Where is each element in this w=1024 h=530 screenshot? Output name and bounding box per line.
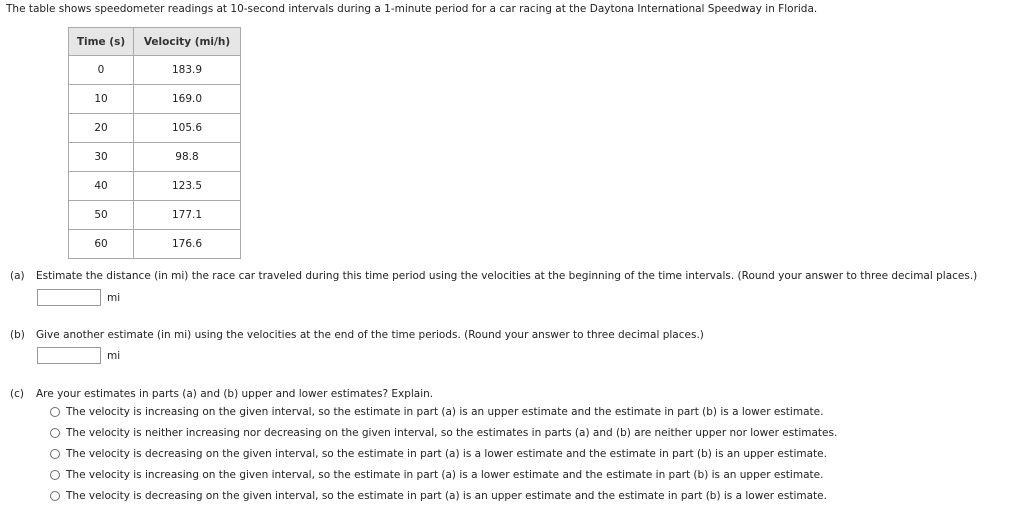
radio-button[interactable] — [50, 449, 60, 459]
radio-button[interactable] — [50, 407, 60, 417]
option-text: The velocity is increasing on the given interval, so the estimate in part (a) is an upper estimate and the estimate in part (b) is a lower estimate. — [66, 406, 824, 418]
velocity-cell: 123.5 — [134, 172, 241, 201]
part-a-answer-input[interactable] — [37, 289, 101, 306]
table-row — [69, 172, 241, 201]
part-c-option-5[interactable] — [50, 490, 827, 502]
time-cell: 10 — [69, 85, 134, 114]
part-c-question-text: Are your estimates in parts (a) and (b) upper and lower estimates? Explain. — [36, 388, 434, 400]
table-row — [69, 143, 241, 172]
velocity-column-header: Velocity (mi/h) — [134, 28, 241, 56]
time-cell: 30 — [69, 143, 134, 172]
part-c-label: (c) — [10, 388, 24, 400]
option-text: The velocity is decreasing on the given interval, so the estimate in part (a) is a lower estimate and the estimate in part (b) is an upper estimate. — [66, 448, 827, 460]
part-c-option-3[interactable] — [50, 448, 827, 460]
radio-button[interactable] — [50, 491, 60, 501]
part-a-question-text: Estimate the distance (in mi) the race car traveled during this time period using the velocities at the beginning of the time intervals. (Round your answer to three decimal places.) — [36, 270, 978, 282]
part-a-label: (a) — [10, 270, 25, 282]
part-a-question — [10, 270, 977, 282]
time-column-header: Time (s) — [69, 28, 134, 56]
velocity-table — [68, 27, 241, 259]
part-c-option-1[interactable] — [50, 406, 823, 418]
time-cell: 60 — [69, 230, 134, 259]
radio-button[interactable] — [50, 470, 60, 480]
option-text: The velocity is decreasing on the given interval, so the estimate in part (a) is an upper estimate and the estimate in part (b) is a lower estimate. — [66, 490, 827, 502]
table-row — [69, 114, 241, 143]
part-b-answer-row — [37, 347, 120, 364]
table-row — [69, 230, 241, 259]
part-c-option-4[interactable] — [50, 469, 823, 481]
velocity-cell: 183.9 — [134, 56, 241, 85]
table-row — [69, 56, 241, 85]
table-header-row — [69, 28, 241, 56]
velocity-cell: 177.1 — [134, 201, 241, 230]
velocity-cell: 169.0 — [134, 85, 241, 114]
time-cell: 40 — [69, 172, 134, 201]
part-a-answer-row — [37, 289, 120, 306]
part-b-answer-input[interactable] — [37, 347, 101, 364]
velocity-cell: 105.6 — [134, 114, 241, 143]
velocity-cell: 176.6 — [134, 230, 241, 259]
part-b-label: (b) — [10, 329, 25, 341]
radio-button[interactable] — [50, 428, 60, 438]
time-cell: 20 — [69, 114, 134, 143]
table-row — [69, 201, 241, 230]
table-row — [69, 85, 241, 114]
option-text: The velocity is neither increasing nor decreasing on the given interval, so the estimates in parts (a) and (b) are neither upper nor lower estimates. — [66, 427, 838, 439]
part-b-question-text: Give another estimate (in mi) using the velocities at the end of the time periods. (Round your answer to three decimal places.) — [36, 329, 704, 341]
problem-intro: The table shows speedometer readings at 10-second intervals during a 1-minute period for a car racing at the Daytona International Speedway in Florida. — [6, 3, 818, 15]
time-cell: 50 — [69, 201, 134, 230]
part-c-question — [10, 388, 433, 400]
part-b-question — [10, 329, 704, 341]
time-cell: 0 — [69, 56, 134, 85]
option-text: The velocity is increasing on the given interval, so the estimate in part (a) is a lower estimate and the estimate in part (b) is an upper estimate. — [66, 469, 824, 481]
part-a-unit: mi — [107, 291, 121, 304]
part-c-option-2[interactable] — [50, 427, 837, 439]
velocity-cell: 98.8 — [134, 143, 241, 172]
part-b-unit: mi — [107, 349, 121, 362]
